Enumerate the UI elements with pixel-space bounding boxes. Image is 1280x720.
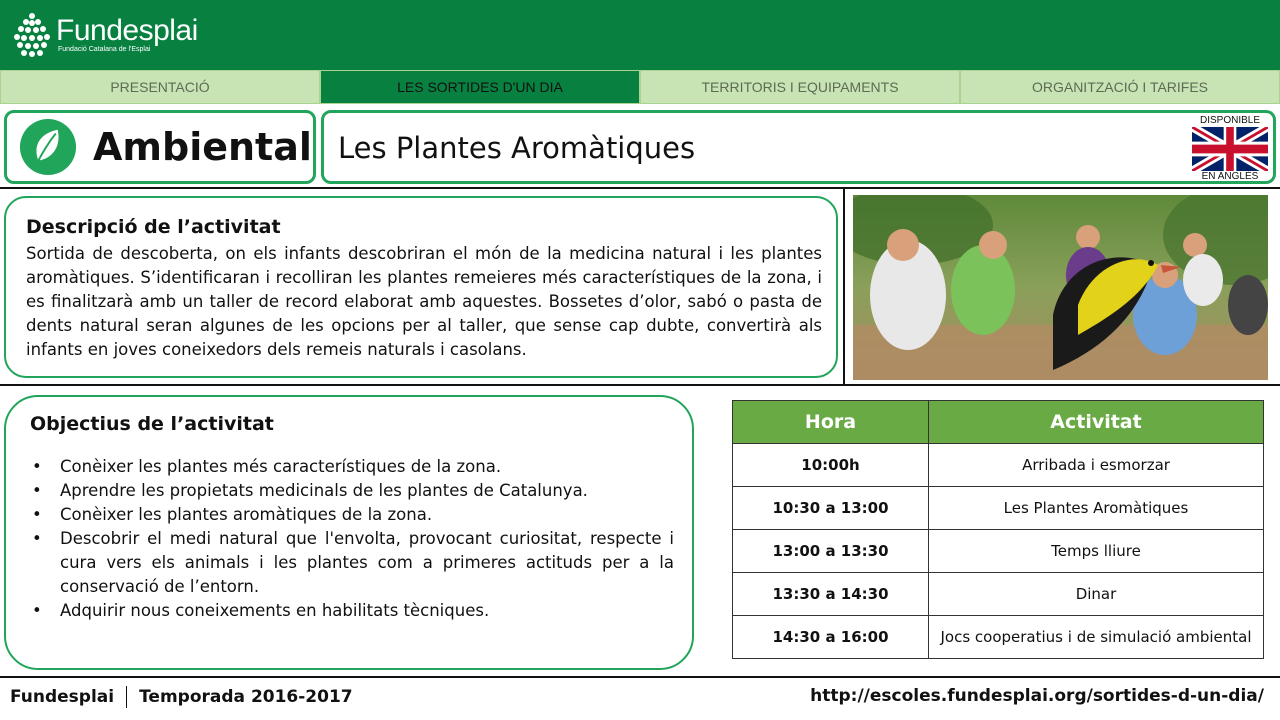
logo-subtitle: Fundació Catalana de l'Esplai xyxy=(58,46,151,53)
objectives-box xyxy=(4,395,694,670)
objective-text: Conèixer les plantes més característiques de la zona. xyxy=(60,457,502,476)
theme-label: Ambiental xyxy=(93,125,312,169)
table-row xyxy=(733,573,1264,616)
objectives-list xyxy=(28,455,674,623)
schedule-activity: Les Plantes Aromàtiques xyxy=(929,487,1264,530)
objective-item xyxy=(28,599,674,623)
activity-title: Les Plantes Aromàtiques xyxy=(338,131,696,165)
divider-vertical xyxy=(843,189,845,385)
objective-text: Adquirir nous coneixements en habilitats tècniques. xyxy=(60,601,490,620)
schedule-time: 14:30 a 16:00 xyxy=(733,616,929,659)
objective-item xyxy=(28,479,674,503)
schedule-time: 10:30 a 13:00 xyxy=(733,487,929,530)
bullet-icon: • xyxy=(32,529,42,548)
description-text: Sortida de descoberta, on els infants descobriran el món de la medicina natural i les plantes aromàtiques. S’identificaran i recolliran les plantes remeieres més característiques de la zona, i es finalitzarà amb un taller de record elaborat amb aquestes. Bossetes d’olor, sabó o pasta de dents natural seran algunes de les opcions per al taller, que sense cap dubte, convertirà als infants en joves coneixedors dels remeis naturals i casolans. xyxy=(26,244,822,359)
footer-season: Temporada 2016-2017 xyxy=(139,687,353,707)
divider-middle xyxy=(0,384,1280,386)
leaf-icon xyxy=(19,118,77,176)
schedule-header-row xyxy=(733,401,1264,444)
schedule-activity: Arribada i esmorzar xyxy=(929,444,1264,487)
footer-left xyxy=(10,686,353,708)
header-bar xyxy=(0,0,1280,70)
divider-top xyxy=(0,187,1280,189)
activity-title-box xyxy=(321,110,1276,184)
schedule-time: 10:00h xyxy=(733,444,929,487)
schedule-time: 13:00 a 13:30 xyxy=(733,530,929,573)
footer-org: Fundesplai xyxy=(10,687,115,707)
bullet-icon: • xyxy=(32,481,42,500)
bullet-icon: • xyxy=(32,505,42,524)
tab-organitzacio-tarifes[interactable]: ORGANITZACIÓ I TARIFES xyxy=(960,70,1280,104)
objective-item xyxy=(28,503,674,527)
objective-text: Conèixer les plantes aromàtiques de la zona. xyxy=(60,505,433,524)
description-box xyxy=(4,196,838,378)
tab-sortides-un-dia[interactable]: LES SORTIDES D'UN DIA xyxy=(320,70,640,104)
schedule-table xyxy=(732,400,1264,659)
uk-flag-icon xyxy=(1192,127,1268,171)
schedule-activity: Dinar xyxy=(929,573,1264,616)
table-row xyxy=(733,530,1264,573)
footer-separator xyxy=(126,686,127,708)
objective-item xyxy=(28,527,674,599)
bullet-icon: • xyxy=(32,601,42,620)
description-heading: Descripció de l’activitat xyxy=(26,216,281,238)
theme-box xyxy=(4,110,316,184)
fundesplai-logo[interactable] xyxy=(12,10,198,60)
objective-item xyxy=(28,455,674,479)
tab-territoris-equipaments[interactable]: TERRITORIS I EQUIPAMENTS xyxy=(640,70,960,104)
objectives-heading: Objectius de l’activitat xyxy=(30,413,274,435)
flag-caption-bottom: EN ANGLÈS xyxy=(1201,171,1259,182)
main-nav xyxy=(0,70,1280,104)
footer-url-link[interactable]: http://escoles.fundesplai.org/sortides-d-un-dia/ xyxy=(810,686,1264,706)
english-availability xyxy=(1191,115,1269,182)
table-row xyxy=(733,487,1264,530)
flag-caption-top: DISPONIBLE xyxy=(1199,115,1261,126)
tab-presentacio[interactable]: PRESENTACIÓ xyxy=(0,70,320,104)
schedule-time: 13:30 a 14:30 xyxy=(733,573,929,616)
logo-name: Fundesplai xyxy=(56,14,198,47)
table-row xyxy=(733,616,1264,659)
schedule-activity: Jocs cooperatius i de simulació ambiental xyxy=(929,616,1264,659)
schedule-activity: Temps lliure xyxy=(929,530,1264,573)
bullet-icon: • xyxy=(32,457,42,476)
logo-tree-icon xyxy=(12,12,52,58)
objective-text: Aprendre les propietats medicinals de les plantes de Catalunya. xyxy=(60,481,588,500)
objective-text: Descobrir el medi natural que l'envolta, provocant curiositat, respecte i cura vers els animals i les plantes com a primeres actituds per a la conservació de l’entorn. xyxy=(60,529,674,596)
header-activitat: Activitat xyxy=(929,401,1264,444)
logo-text xyxy=(56,16,198,54)
header-hora: Hora xyxy=(733,401,929,444)
footer-divider xyxy=(0,676,1280,678)
activity-photo xyxy=(853,195,1268,380)
table-row xyxy=(733,444,1264,487)
